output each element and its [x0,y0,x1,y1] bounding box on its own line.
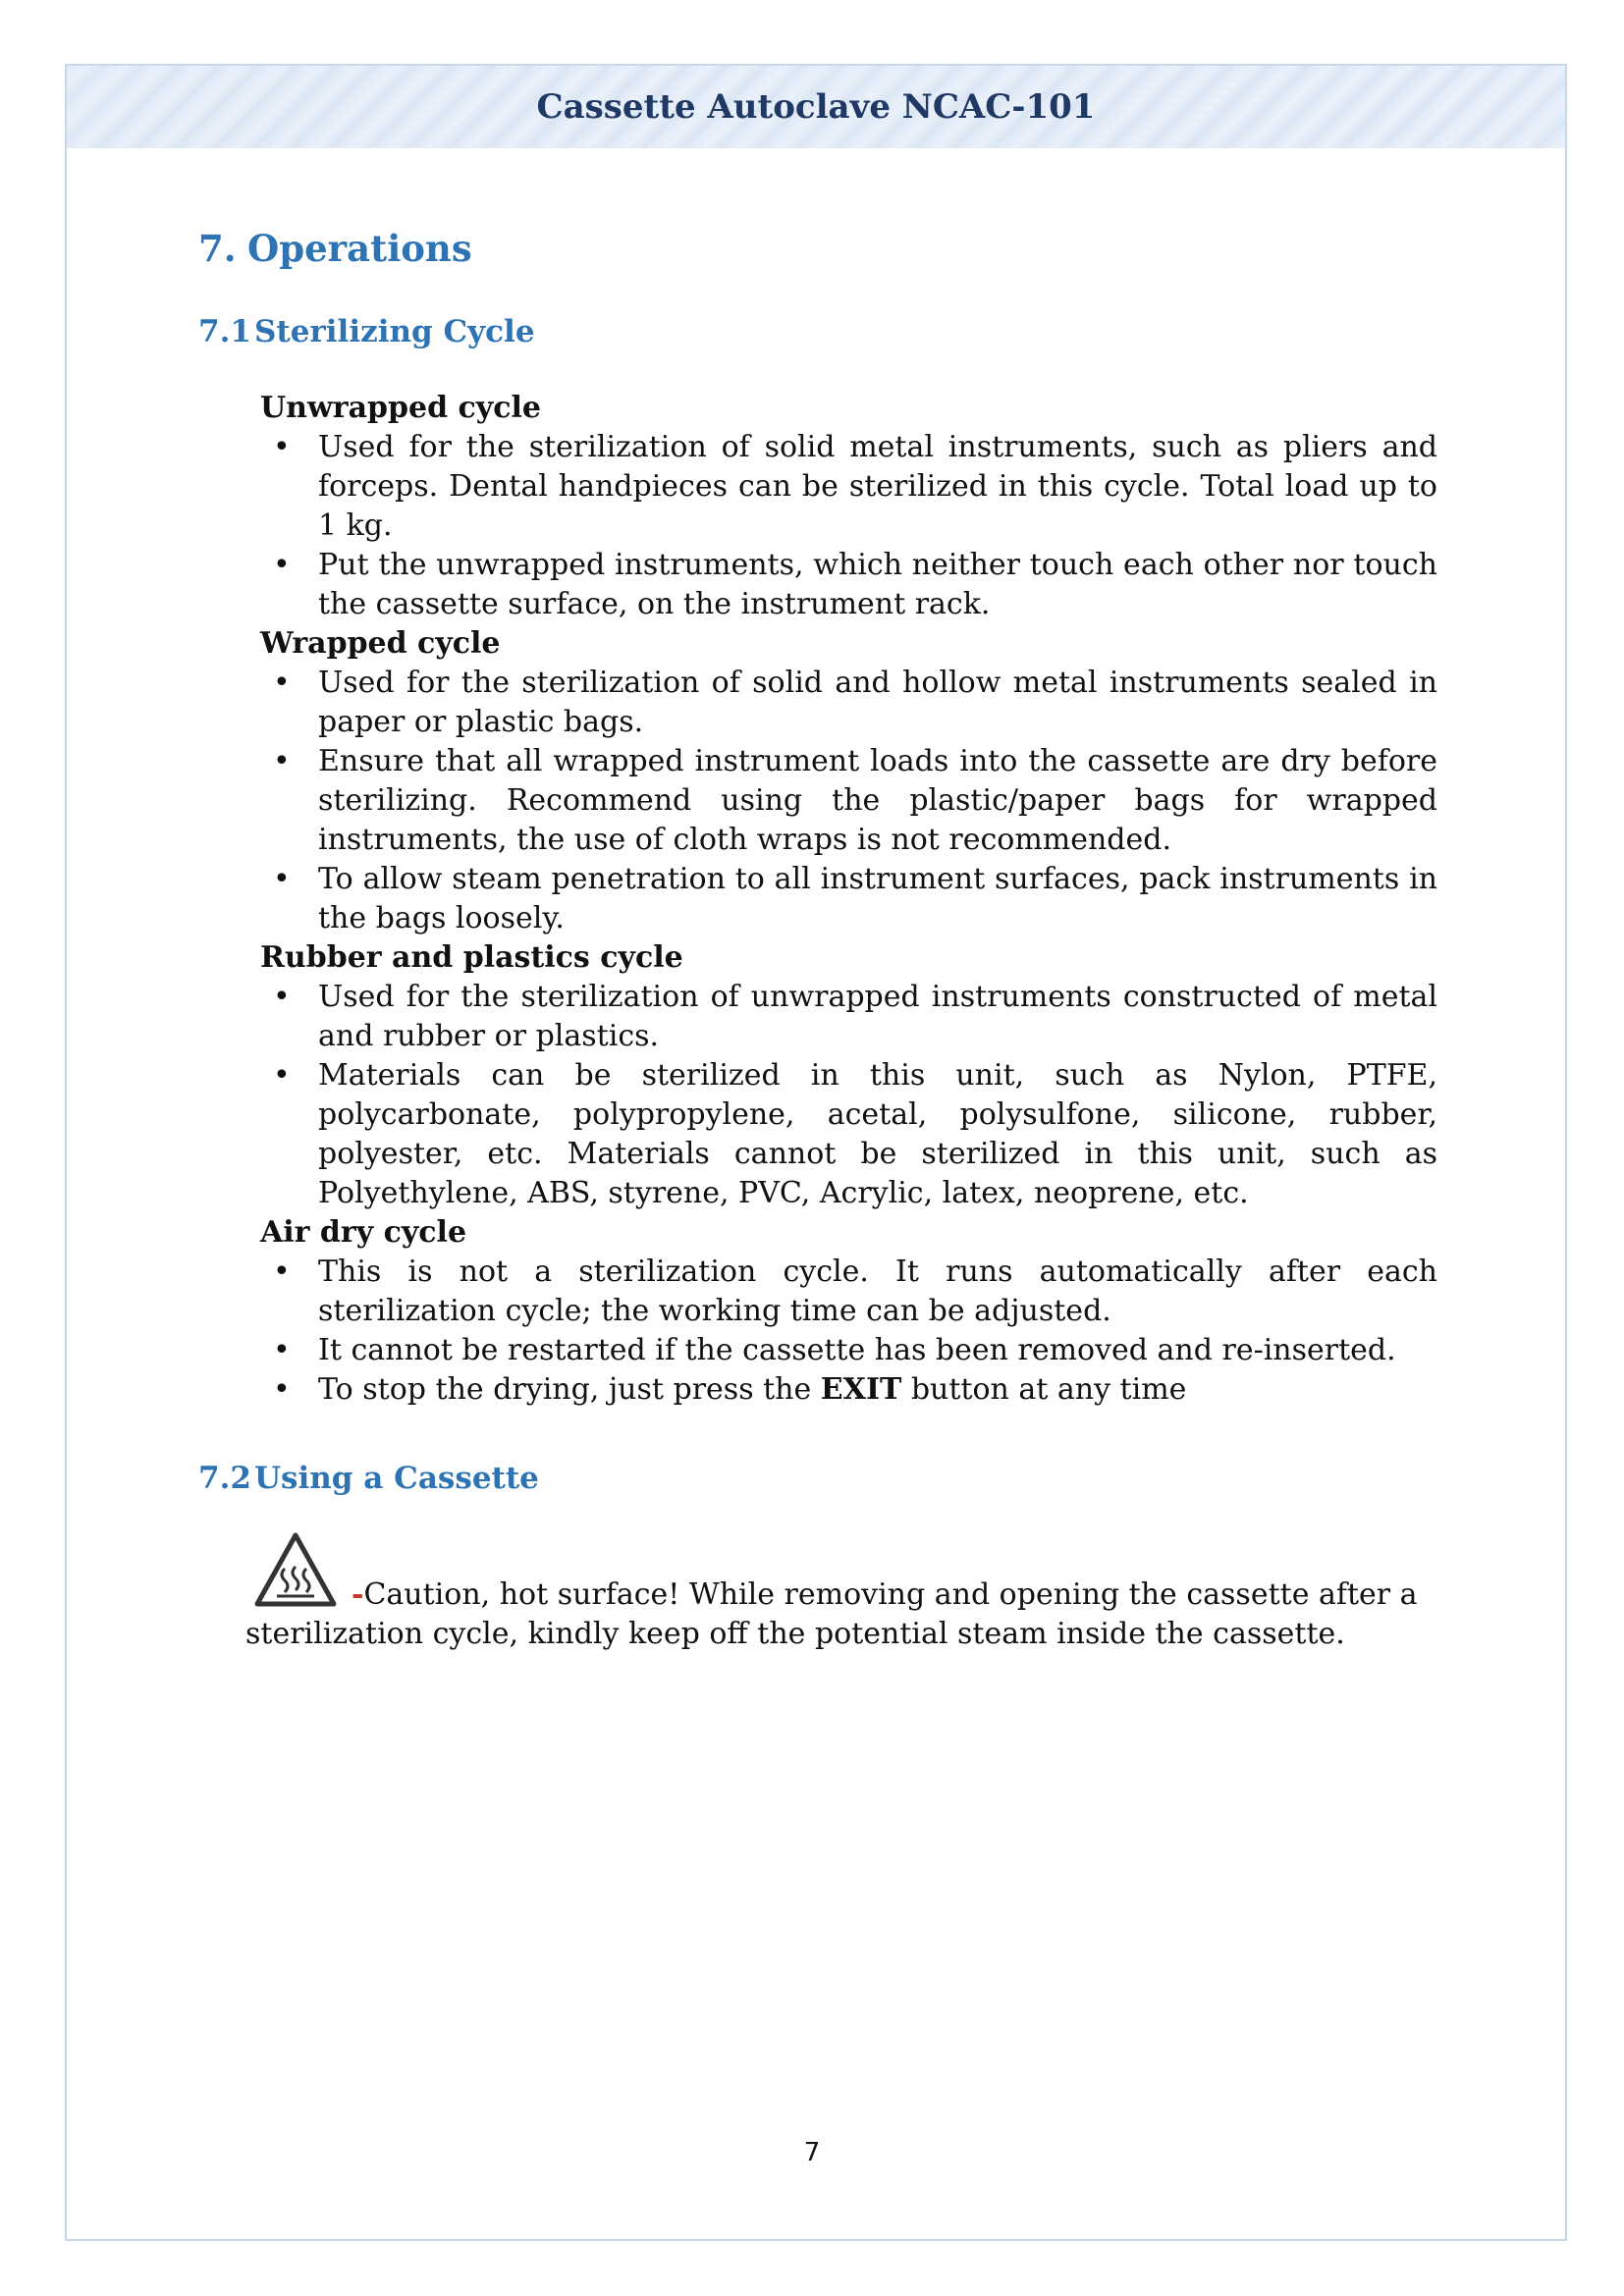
bullet-list-wrapped [198,664,1437,938]
bullet-icon: • [273,862,291,896]
list-item: • Materials can be sterilized in this unit, such as Nylon, PTFE, polycarbonate, polypropylene, acetal, polysulfone, silicone, rubber, polyester, etc. Materials cannot be sterilized in this unit, such as Polyethylene, ABS, styrene, PVC, Acrylic, latex, neoprene, etc. [273,1058,1437,1210]
group-title-unwrapped: Unwrapped cycle [260,391,541,425]
subsection-title: Using a Cassette [254,1461,539,1496]
bullet-icon: • [273,430,291,464]
group-title-air-dry: Air dry cycle [260,1215,467,1250]
list-item: • Ensure that all wrapped instrument loads into the cassette are dry before sterilizing. Recommend using the plastic/paper bags for wrapped instruments, the use of cloth wraps is not recommended. [273,744,1437,857]
list-item: • It cannot be restarted if the cassette has been removed and re-inserted. [198,1331,1437,1370]
bullet-icon: • [273,1372,291,1407]
bullet-icon: • [273,744,291,778]
group-title-rubber-plastics: Rubber and plastics cycle [260,940,683,975]
bullet-icon: • [273,1058,291,1093]
bullet-list-rubber-plastics [198,978,1437,1213]
list-item: • To stop the drying, just press the EXIT button at any time [198,1370,1437,1410]
list-item: • Put the unwrapped instruments, which neither touch each other nor touch the cassette surface, on the instrument rack. [273,548,1437,621]
list-item: • Used for the sterilization of solid and hollow metal instruments sealed in paper or plastic bags. [273,666,1437,739]
section-heading [198,226,1437,271]
bullet-list-unwrapped [198,428,1437,624]
list-item: • Used for the sterilization of unwrapped instruments constructed of metal and rubber or plastics. [273,980,1437,1053]
bullet-list-air-dry [198,1253,1437,1410]
subsection-title: Sterilizing Cycle [254,314,535,349]
subsection-heading-sterilizing [198,312,1437,351]
page-number: 7 [803,2138,821,2167]
caution-line-1: -Caution, hot surface! While removing and opening the cassette after a [352,1577,1418,1612]
section-number: 7. [198,227,237,270]
subsection-number: 7.1 [198,314,251,349]
bullet-icon: • [273,548,291,582]
section-title: Operations [247,227,472,270]
main-content [198,226,1437,1498]
caution-line-2: sterilization cycle, kindly keep off the potential steam inside the cassette. [245,1617,1345,1651]
bullet-icon: • [273,1333,291,1367]
bullet-icon: • [273,980,291,1014]
bullet-icon: • [273,666,291,700]
list-item: • Used for the sterilization of solid metal instruments, such as pliers and forceps. Dental handpieces can be sterilized in this cycle. Total load up to 1 kg. [273,430,1437,543]
header-title: Cassette Autoclave NCAC-101 [536,87,1096,127]
subsection-heading-using-cassette [198,1459,1437,1498]
group-title-wrapped: Wrapped cycle [260,626,501,661]
subsection-number: 7.2 [198,1461,251,1496]
bullet-icon: • [273,1255,291,1289]
list-item: • To allow steam penetration to all instrument surfaces, pack instruments in the bags loosely. [273,862,1437,935]
caution-dash: - [352,1577,364,1612]
list-item: • This is not a sterilization cycle. It runs automatically after each sterilization cycle; the working time can be adjusted. [273,1255,1437,1328]
caution-paragraph [245,1528,1437,1654]
exit-keyword: EXIT [820,1372,902,1407]
